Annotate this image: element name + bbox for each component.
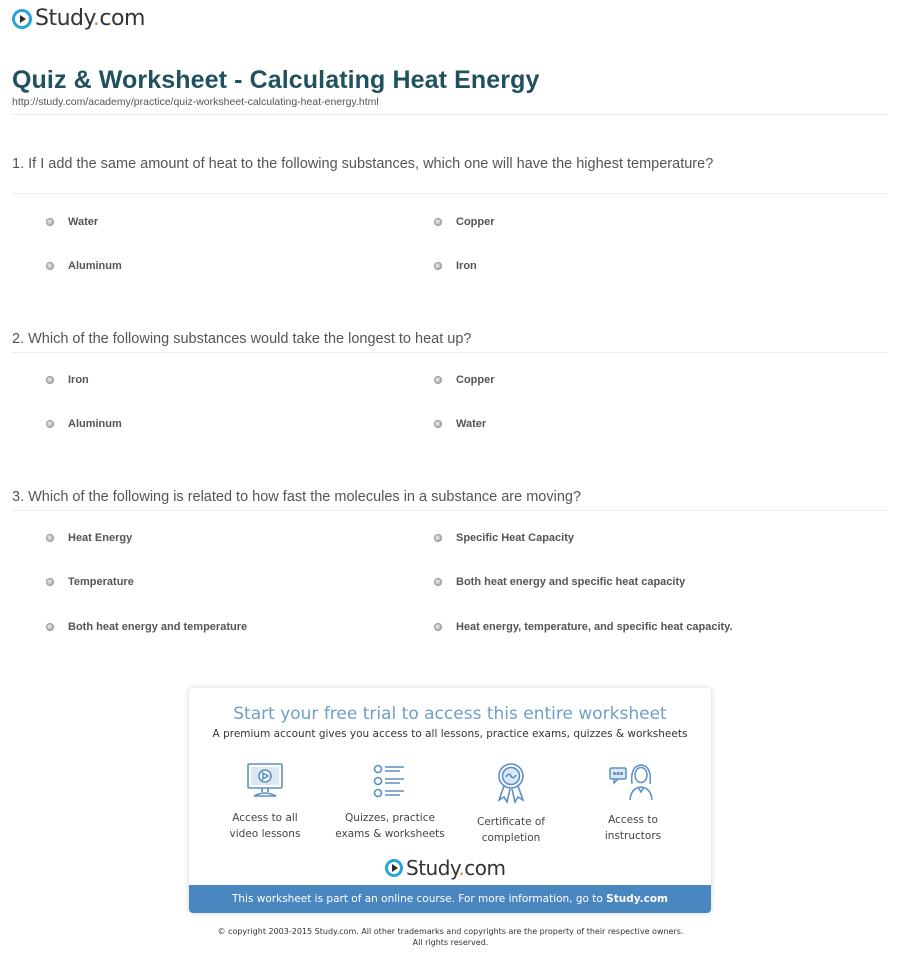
q2-option-aluminum[interactable]: Aluminum: [46, 418, 122, 430]
radio-button[interactable]: [46, 376, 54, 384]
radio-button[interactable]: [434, 376, 442, 384]
play-logo-icon: [385, 859, 403, 877]
q2-option-iron[interactable]: Iron: [46, 374, 89, 386]
radio-button[interactable]: [434, 420, 442, 428]
q1-option-copper[interactable]: Copper: [434, 216, 495, 228]
q1-option-water[interactable]: Water: [46, 216, 98, 228]
radio-button[interactable]: [46, 623, 54, 631]
video-monitor-icon: [245, 762, 285, 800]
q3-option-heat-and-temperature[interactable]: Both heat energy and temperature: [46, 621, 247, 633]
q3-option-all-three[interactable]: Heat energy, temperature, and specific heat capacity.: [434, 621, 733, 633]
question-divider: [12, 510, 888, 511]
radio-button[interactable]: [46, 262, 54, 270]
quiz-list-icon: [372, 762, 408, 800]
copyright-notice: © copyright 2003-2015 Study.com. All other trademarks and copyrights are the property of their respective owners. All rights reserved.: [217, 927, 684, 947]
promo-study-logo[interactable]: [385, 856, 505, 880]
feature-quizzes: Quizzes, practice exams & worksheets: [330, 762, 450, 842]
certificate-ribbon-icon: [494, 762, 528, 804]
q1-option-aluminum[interactable]: Aluminum: [46, 260, 122, 272]
q3-option-heat-and-specific-heat[interactable]: Both heat energy and specific heat capacity: [434, 576, 685, 588]
feature-certificate: Certificate of completion: [451, 762, 571, 846]
logo-text: Study.com: [406, 856, 506, 880]
question-divider: [12, 193, 888, 194]
q1-option-iron[interactable]: Iron: [434, 260, 477, 272]
question-1: 1. If I add the same amount of heat to the following substances, which one will have the highest temperature?: [12, 156, 714, 172]
radio-button[interactable]: [46, 534, 54, 542]
radio-button[interactable]: [434, 218, 442, 226]
page-url: http://study.com/academy/practice/quiz-worksheet-calculating-heat-energy.html: [12, 96, 379, 108]
radio-button[interactable]: [434, 262, 442, 270]
promo-title[interactable]: Start your free trial to access this entire worksheet: [233, 704, 667, 724]
radio-button[interactable]: [434, 623, 442, 631]
feature-instructors: Access to instructors: [573, 762, 693, 844]
q3-option-specific-heat-capacity[interactable]: Specific Heat Capacity: [434, 532, 574, 544]
promo-subtitle: A premium account gives you access to all lessons, practice exams, quizzes & worksheets: [212, 728, 688, 740]
q2-option-water[interactable]: Water: [434, 418, 486, 430]
radio-button[interactable]: [46, 420, 54, 428]
study-link[interactable]: Study.com: [606, 893, 668, 905]
instructor-chat-icon: [608, 762, 658, 802]
free-trial-promo[interactable]: [189, 688, 711, 913]
play-logo-icon: [12, 9, 32, 29]
question-3: 3. Which of the following is related to how fast the molecules in a substance are moving?: [12, 489, 582, 505]
radio-button[interactable]: [46, 578, 54, 586]
page-title: Quiz & Worksheet - Calculating Heat Energy: [12, 66, 540, 94]
header-divider: [12, 114, 888, 115]
question-2: 2. Which of the following substances would take the longest to heat up?: [12, 331, 472, 347]
radio-button[interactable]: [46, 218, 54, 226]
q3-option-temperature[interactable]: Temperature: [46, 576, 134, 588]
radio-button[interactable]: [434, 578, 442, 586]
q2-option-copper[interactable]: Copper: [434, 374, 495, 386]
logo-text: Study.com: [35, 6, 145, 31]
feature-video-lessons: Access to all video lessons: [205, 762, 325, 842]
study-logo[interactable]: [12, 6, 145, 32]
q3-option-heat-energy[interactable]: Heat Energy: [46, 532, 132, 544]
online-course-banner: This worksheet is part of an online course. For more information, go to Study.com: [189, 885, 711, 913]
question-divider: [12, 352, 888, 353]
radio-button[interactable]: [434, 534, 442, 542]
